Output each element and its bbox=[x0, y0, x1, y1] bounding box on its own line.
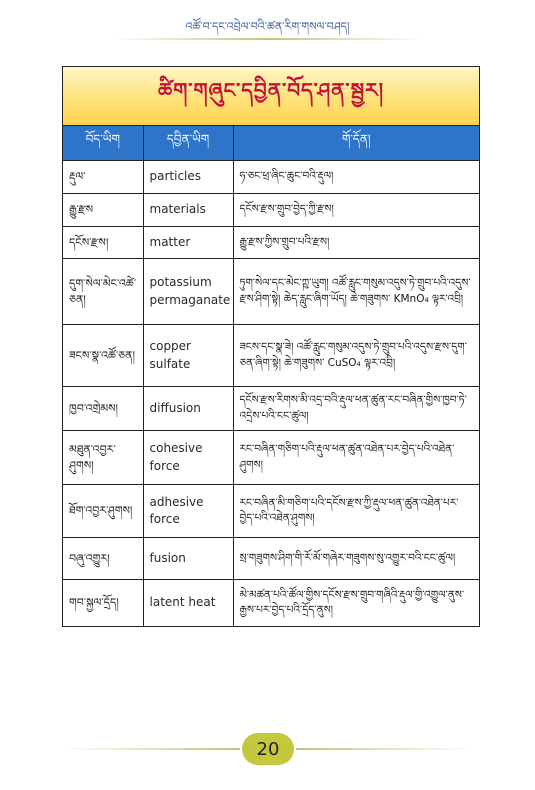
term-tibetan: མཐུན་འབྱར་ཤུགས། bbox=[63, 431, 143, 485]
term-english: fusion bbox=[143, 538, 233, 580]
term-definition: སྲ་གཟུགས་ཤིག་གི་རོ་མོ་གཞེར་གཟུགས་སུ་འགྱུར་བའི་ངང་ཚུལ། bbox=[233, 538, 479, 580]
term-tibetan: ཟངས་སྣ་འཚོ་ཅན། bbox=[63, 325, 143, 387]
term-tibetan: བཞུ་འགྱུར། bbox=[63, 538, 143, 580]
term-definition: རང་བཞིན་གཅིག་པའི་རྡུལ་ཕན་ཚུན་འཐེན་པར་བྱེད་པའི་འཐེན་ཤུགས། bbox=[233, 431, 479, 485]
glossary-row bbox=[63, 538, 479, 580]
term-tibetan: དུག་སེལ་མེང་འཚེ་ཅན། bbox=[63, 259, 143, 325]
glossary-row bbox=[63, 325, 479, 387]
column-header-tibetan: བོད་ཡིག bbox=[63, 126, 143, 161]
term-english: materials bbox=[143, 194, 233, 227]
column-header-definition: གོ་དོན། bbox=[233, 126, 479, 161]
term-english: matter bbox=[143, 227, 233, 259]
page-number: 20 bbox=[242, 733, 294, 765]
footer-divider-right bbox=[296, 748, 476, 750]
term-definition: ཟངས་དང་སྣ་ཟེ། འཚོ་རླུང་གསུམ་འདུས་ཏེ་གྲུབ་པའི་འདུས་རྫས་དུག་ཅན་ཞིག་སྟེ། ཆེ་གཟུགས་ CuSO₄ ལྟར་འབྲི། bbox=[233, 325, 479, 387]
header-divider bbox=[110, 38, 425, 40]
term-definition: མེ་མཚན་པའི་ཚོལ་གྱིས་དངོས་རྫས་གྲུབ་གཞིའི་རྡུལ་གྱི་འགྱུལ་ནུས་རྒྱས་པར་བྱེད་པའི་དྲོད་ནུས། bbox=[233, 580, 479, 626]
term-definition: རང་བཞིན་མི་གཅིག་པའི་དངོས་རྫས་ཀྱི་རྡུལ་ཕན་ཚུན་འཐེན་པར་བྱེད་པའི་འཐེན་ཤུགས། bbox=[233, 485, 479, 538]
term-english: cohesive force bbox=[143, 431, 233, 485]
glossary-row bbox=[63, 227, 479, 259]
glossary-row bbox=[63, 259, 479, 325]
term-tibetan: གབ་སྐྱལ་དྲོད། bbox=[63, 580, 143, 626]
term-definition: དངོས་རྫས་གྲུབ་བྱེད་ཀྱི་རྫས། bbox=[233, 194, 479, 227]
column-header-english: དབྱིན་ཡིག bbox=[143, 126, 233, 161]
glossary-row bbox=[63, 580, 479, 626]
term-definition: རྒྱུ་རྫས་ཀྱིས་གྲུབ་པའི་རྫས། bbox=[233, 227, 479, 259]
term-definition: དངོས་རྫས་རིགས་མི་འདྲ་བའི་རྡུལ་ཕན་ཚུན་རང་བཞིན་གྱིས་ཁྱབ་ཏེ་འདྲེས་པའི་ངང་ཚུལ། bbox=[233, 387, 479, 431]
term-english: copper sulfate bbox=[143, 325, 233, 387]
term-definition: ཧ་ཅང་ཕྲ་ཞིང་ཆུང་བའི་རྡུལ། bbox=[233, 161, 479, 194]
term-tibetan: ཐོག་འབྱར་ཤུགས། bbox=[63, 485, 143, 538]
term-tibetan: དངོས་རྫས། bbox=[63, 227, 143, 259]
term-definition: ཏུག་སེལ་དང་མེང་ཀྵ་ཡུག། འཚོ་རླུང་གསུམ་འདུས་ཏེ་གྲུབ་པའི་འདུས་རྫས་ཤིག་སྟེ། ཆེད་རླུང་ཞིག་ཡོད། ཆེ་གཟུགས་ KMnO₄ ལྟར་འབྲི། bbox=[233, 259, 479, 325]
term-tibetan: རྒྱུ་རྫས bbox=[63, 194, 143, 227]
term-english: potassium permaganate bbox=[143, 259, 233, 325]
glossary-row bbox=[63, 387, 479, 431]
glossary-row bbox=[63, 161, 479, 194]
glossary-row bbox=[63, 194, 479, 227]
glossary-row bbox=[63, 485, 479, 538]
running-header: འཚོ་བ་དང་འབྲེལ་བའི་ཚན་རིག་གསལ་བཤད། bbox=[185, 20, 350, 33]
term-english: adhesive force bbox=[143, 485, 233, 538]
glossary-row bbox=[63, 431, 479, 485]
term-english: latent heat bbox=[143, 580, 233, 626]
term-english: particles bbox=[143, 161, 233, 194]
glossary-grid bbox=[63, 126, 479, 626]
term-tibetan: རྡུལ་ bbox=[63, 161, 143, 194]
term-english: diffusion bbox=[143, 387, 233, 431]
term-tibetan: ཁྱབ་འགྲེམས། bbox=[63, 387, 143, 431]
glossary-title: ཚིག་གཞུང་དབྱིན་བོད་ཤན་སྦྱར། bbox=[63, 67, 479, 126]
glossary-table bbox=[62, 66, 480, 627]
column-header-row bbox=[63, 126, 479, 161]
footer-divider-left bbox=[60, 748, 240, 750]
